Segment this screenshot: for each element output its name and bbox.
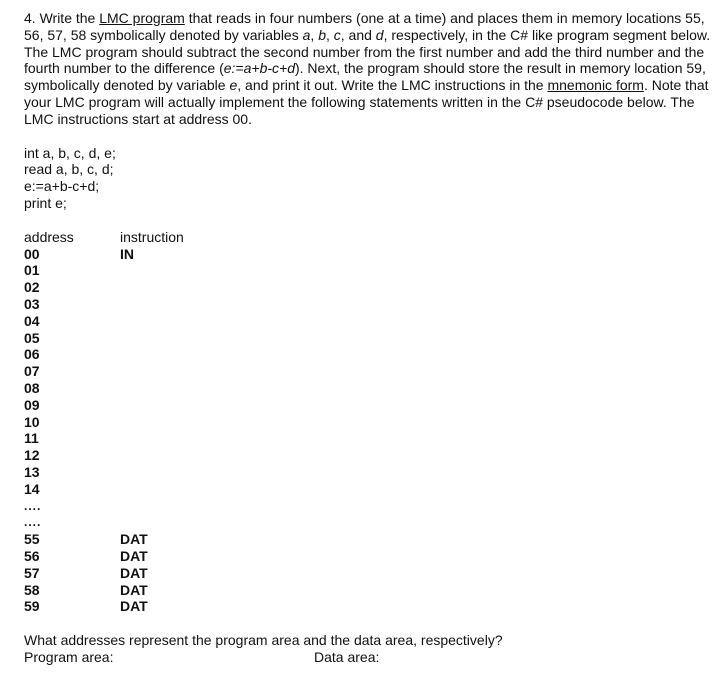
table-row [24,582,714,599]
instruction-cell: DAT [120,564,148,581]
code-line: e:=a+b-c+d; [24,178,100,195]
header-address: address [24,228,74,245]
problem-segment: . Note that your LMC program will actually implement the following statements written in the C# pseudocode below. The LMC instructions start at address 00. [24,77,709,127]
table-row [24,296,714,313]
address-cell: 02 [24,279,40,296]
address-cell: 58 [24,581,40,598]
problem-segment: e:=a+b-c+d [223,60,295,77]
table-row [24,531,714,548]
document [24,10,714,666]
instruction-cell [120,397,714,414]
table-row [24,346,714,363]
address-cell: 55 [24,531,40,548]
instruction-cell [120,346,714,363]
instruction-cell [120,481,714,498]
table-row [24,279,714,296]
problem-segment: , [310,26,319,43]
table-row [24,447,714,464]
address-cell: 09 [24,396,40,413]
instruction-cell [120,296,714,313]
address-cell: 57 [24,564,40,581]
problem-segment: e [229,77,238,94]
problem-segment: b [318,26,326,43]
instruction-cell [120,279,714,296]
instruction-cell: DAT [120,547,148,564]
question: What addresses represent the program area and the data area, respectively? [24,632,503,649]
address-cell: 01 [24,262,40,279]
instruction-cell [120,447,714,464]
table-body [24,246,714,616]
code-line: print e; [24,194,67,211]
problem-segment: , and print it out. Write the LMC instructions in the [237,77,548,94]
problem-segment: , [325,26,334,43]
table-row [24,481,714,498]
instruction-cell: DAT [120,598,148,615]
address-cell: 07 [24,363,40,380]
table-row [24,330,714,347]
table-row [24,397,714,414]
lmc-table [24,229,714,615]
table-row [24,363,714,380]
address-cell: 12 [24,447,40,464]
problem-segment: a [302,26,311,43]
problem-segment: ). Next, the program should store the result in memory location 59, symbolically denoted by variable [24,60,706,94]
address-cell: 00 [24,245,40,262]
address-cell: .... [24,498,42,513]
pseudocode-block [24,145,714,212]
table-row [24,262,714,279]
problem-segment: that reads in four numbers (one at a time) and places them in memory locations 55, 56, 57, 58 symbolically denoted by variables [24,10,705,43]
problem-segment: mnemonic form [547,77,644,94]
problem-segment: , and [340,26,376,43]
problem-segment: LMC program [99,10,185,26]
data-area-label: Data area: [314,648,380,665]
address-cell: 06 [24,346,40,363]
instruction-cell [120,498,714,515]
address-cell: 56 [24,547,40,564]
table-header [24,229,714,246]
address-cell: 59 [24,598,40,615]
instruction-cell: DAT [120,581,148,598]
problem-statement [24,10,714,128]
table-row [24,464,714,481]
instruction-cell [120,313,714,330]
problem-text [24,10,710,127]
problem-segment: Write the [35,10,100,26]
address-cell: 03 [24,295,40,312]
address-cell: 14 [24,480,40,497]
address-cell: 10 [24,413,40,430]
problem-segment: d [375,26,384,43]
problem-segment: c [333,26,341,43]
header-instruction: instruction [120,228,184,245]
instruction-cell [120,330,714,347]
address-cell: 11 [24,430,39,447]
address-cell: .... [24,515,42,530]
answers [24,649,714,666]
address-cell: 04 [24,312,40,329]
instruction-cell [120,262,714,279]
instruction-cell: DAT [120,531,148,548]
table-row [24,430,714,447]
instruction-cell [120,514,714,531]
instruction-cell [120,414,714,431]
instruction-cell [120,464,714,481]
code-line: read a, b, c, d; [24,161,114,178]
table-row [24,313,714,330]
address-cell: 08 [24,379,40,396]
address-cell: 13 [24,463,40,480]
table-row [24,246,714,263]
table-row [24,414,714,431]
table-row [24,565,714,582]
address-cell: 05 [24,329,40,346]
program-area-label: Program area: [24,648,114,665]
instruction-cell [120,380,714,397]
problem-number: 4. [24,10,36,26]
table-row [24,548,714,565]
code-line: int a, b, c, d, e; [24,144,116,161]
table-row [24,498,714,515]
table-row [24,514,714,531]
instruction-cell [120,430,714,447]
table-row [24,598,714,615]
table-row [24,380,714,397]
problem-segment: , respectively, in the C# like program segment below. The LMC program should subtract the second number from the first number and add the third number and the fourth number to the difference ( [24,26,711,77]
instruction-cell: IN [120,245,134,262]
instruction-cell [120,363,714,380]
